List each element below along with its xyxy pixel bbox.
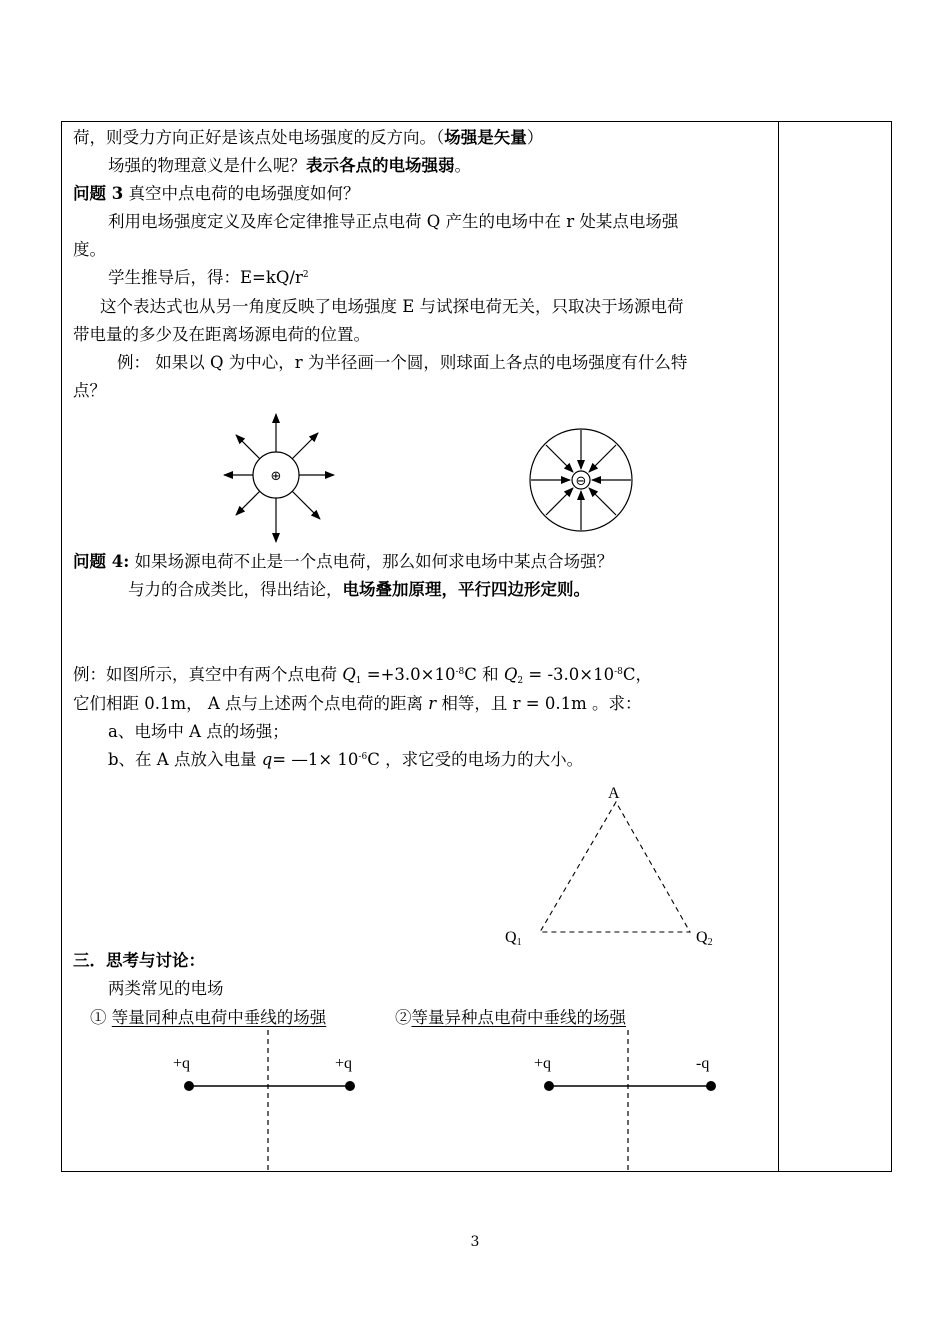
positive-charge-field-diagram — [220, 410, 340, 550]
pair2-right-label: -q — [696, 1055, 710, 1072]
example-problem-line-1: 例：如图所示，真空中有两个点电荷 $Q_1 =+3.0\times 10^{-8}C$ 和 $Q_2 = -3.0\times 10^{-8}C$， — [73, 665, 653, 686]
question-3: 问题 3 真空中点电荷的电场强度如何？ — [73, 184, 360, 203]
example-part-b: b、在 A 点放入电量 q= —1× $10^{-6}C$ ，求它受的电场力的大小。 — [108, 750, 584, 769]
minus-sign: ⊖ — [575, 474, 587, 489]
plus-sign: ⊕ — [270, 469, 282, 484]
negative-charge-field-diagram — [528, 428, 636, 534]
example-line-2: 点？ — [73, 381, 106, 400]
page-number: 3 — [470, 1234, 480, 1250]
pair2-left-label: +q — [534, 1055, 552, 1072]
text-line-1: 荷，则受力方向正好是该点处电场强度的反方向。（场强是矢量） — [73, 128, 544, 147]
item-2: ②等量异种点电荷中垂线的场强 — [395, 1008, 626, 1027]
triangle-diagram — [500, 780, 730, 950]
item-1: ① 等量同种点电荷中垂线的场强 — [90, 1008, 327, 1027]
label-Q1: Q1 — [505, 929, 522, 948]
text-line-5: 度。 — [73, 240, 106, 259]
label-Q2: Q2 — [696, 929, 713, 948]
column-divider — [778, 121, 779, 1172]
example-part-a: a、电场中 A 点的场强； — [108, 722, 289, 741]
two-types-line: 两类常见的电场 — [108, 979, 224, 998]
question-4: 问题 4: 如果场源电荷不止是一个点电荷，那么如何求电场中某点合场强？ — [73, 552, 614, 571]
text-line-2: 场强的物理意义是什么呢？表示各点的电场强弱。 — [108, 156, 471, 175]
example-problem-line-2: 它们相距 0.1m， A 点与上述两个点电荷的距离 r 相等，且 r = 0.1m 。求： — [73, 694, 642, 713]
text-line-7: 这个表达式也从另一角度反映了电场强度 E 与试探电荷无关，只取决于场源电荷 — [100, 297, 684, 316]
conclusion-line: 与力的合成类比，得出结论，电场叠加原理，平行四边形定则。 — [128, 580, 590, 599]
pair1-right-label: +q — [335, 1055, 353, 1072]
pair1-left-label: +q — [173, 1055, 191, 1072]
like-charges-diagram — [170, 1030, 370, 1170]
label-A: A — [608, 785, 620, 802]
example-line-1: 例： 如果以 Q 为中心，r 为半径画一个圆，则球面上各点的电场强度有什么特 — [117, 353, 688, 372]
formula-line: 学生推导后，得：$E=kQ/r^2$ — [108, 268, 309, 287]
text-line-8: 带电量的多少及在距离场源电荷的位置。 — [73, 325, 370, 344]
section-3-heading: 三．思考与讨论： — [73, 951, 205, 970]
text-line-4: 利用电场强度定义及库仑定律推导正点电荷 Q 产生的电场中在 r 处某点电场强 — [108, 212, 679, 231]
unlike-charges-diagram — [530, 1030, 730, 1170]
